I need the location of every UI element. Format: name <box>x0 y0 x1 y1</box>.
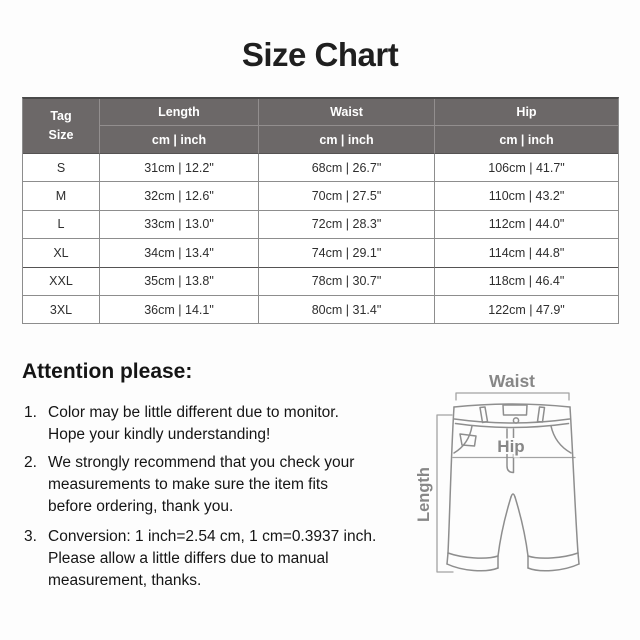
column-header-length: Length <box>99 99 258 126</box>
shorts-diagram-svg <box>410 360 640 640</box>
subheader-hip-units: cm | inch <box>434 126 618 153</box>
note-3-line: measurement, thanks. <box>48 572 202 589</box>
row-l-length: 33cm | 13.0" <box>99 210 258 238</box>
note-3-line: Please allow a little differs due to manual <box>48 550 329 567</box>
row-s-length: 31cm | 12.2" <box>99 153 258 181</box>
shorts-outline <box>447 404 579 571</box>
row-3xl-length: 36cm | 14.1" <box>99 295 258 323</box>
subheader-length-units: cm | inch <box>99 126 258 153</box>
row-xl-waist: 74cm | 29.1" <box>258 238 434 266</box>
table-corner-header <box>23 99 99 153</box>
note-1-line: Color may be little different due to monitor. <box>48 404 339 421</box>
note-1-number: 1. <box>24 404 37 421</box>
row-s-hip: 106cm | 41.7" <box>434 153 618 181</box>
row-xl-size: XL <box>23 238 99 266</box>
diagram-waist-label: Waist <box>488 371 536 391</box>
note-3 <box>24 526 409 592</box>
column-header-hip: Hip <box>434 99 618 126</box>
note-3-number: 3. <box>24 528 37 545</box>
note-3-line: Conversion: 1 inch=2.54 cm, 1 cm=0.3937 inch. <box>48 528 377 545</box>
size-chart-table <box>22 97 619 324</box>
note-2-line: measurements to make sure the item fits <box>48 476 328 493</box>
column-header-waist: Waist <box>258 99 434 126</box>
row-xl-length: 34cm | 13.4" <box>99 238 258 266</box>
row-3xl-hip: 122cm | 47.9" <box>434 295 618 323</box>
row-xxl-waist: 78cm | 30.7" <box>258 267 434 295</box>
note-2-line: We strongly recommend that you check your <box>48 454 355 471</box>
row-xxl-hip: 118cm | 46.4" <box>434 267 618 295</box>
note-1 <box>24 402 409 446</box>
row-m-size: M <box>23 181 99 209</box>
row-s-waist: 68cm | 26.7" <box>258 153 434 181</box>
waist-measure-line <box>456 393 569 400</box>
row-m-length: 32cm | 12.6" <box>99 181 258 209</box>
row-3xl-size: 3XL <box>23 295 99 323</box>
row-l-hip: 112cm | 44.0" <box>434 210 618 238</box>
row-m-waist: 70cm | 27.5" <box>258 181 434 209</box>
note-2 <box>24 452 409 518</box>
row-l-waist: 72cm | 28.3" <box>258 210 434 238</box>
note-2-number: 2. <box>24 454 37 471</box>
row-3xl-waist: 80cm | 31.4" <box>258 295 434 323</box>
row-xl-hip: 114cm | 44.8" <box>434 238 618 266</box>
page-title: Size Chart <box>241 36 399 73</box>
row-xxl-length: 35cm | 13.8" <box>99 267 258 295</box>
diagram-hip-label: Hip <box>497 437 525 456</box>
attention-notes <box>24 402 409 598</box>
shorts-measurement-diagram <box>410 360 640 640</box>
attention-heading: Attention please: <box>22 360 193 383</box>
row-l-size: L <box>23 210 99 238</box>
note-2-line: before ordering, thank you. <box>48 498 234 515</box>
subheader-waist-units: cm | inch <box>258 126 434 153</box>
row-xxl-size: XXL <box>23 267 99 295</box>
corner-header-label: Tag Size <box>48 109 74 142</box>
diagram-length-label: Length <box>415 467 433 522</box>
row-s-size: S <box>23 153 99 181</box>
row-m-hip: 110cm | 43.2" <box>434 181 618 209</box>
note-1-line: Hope your kindly understanding! <box>48 426 271 443</box>
